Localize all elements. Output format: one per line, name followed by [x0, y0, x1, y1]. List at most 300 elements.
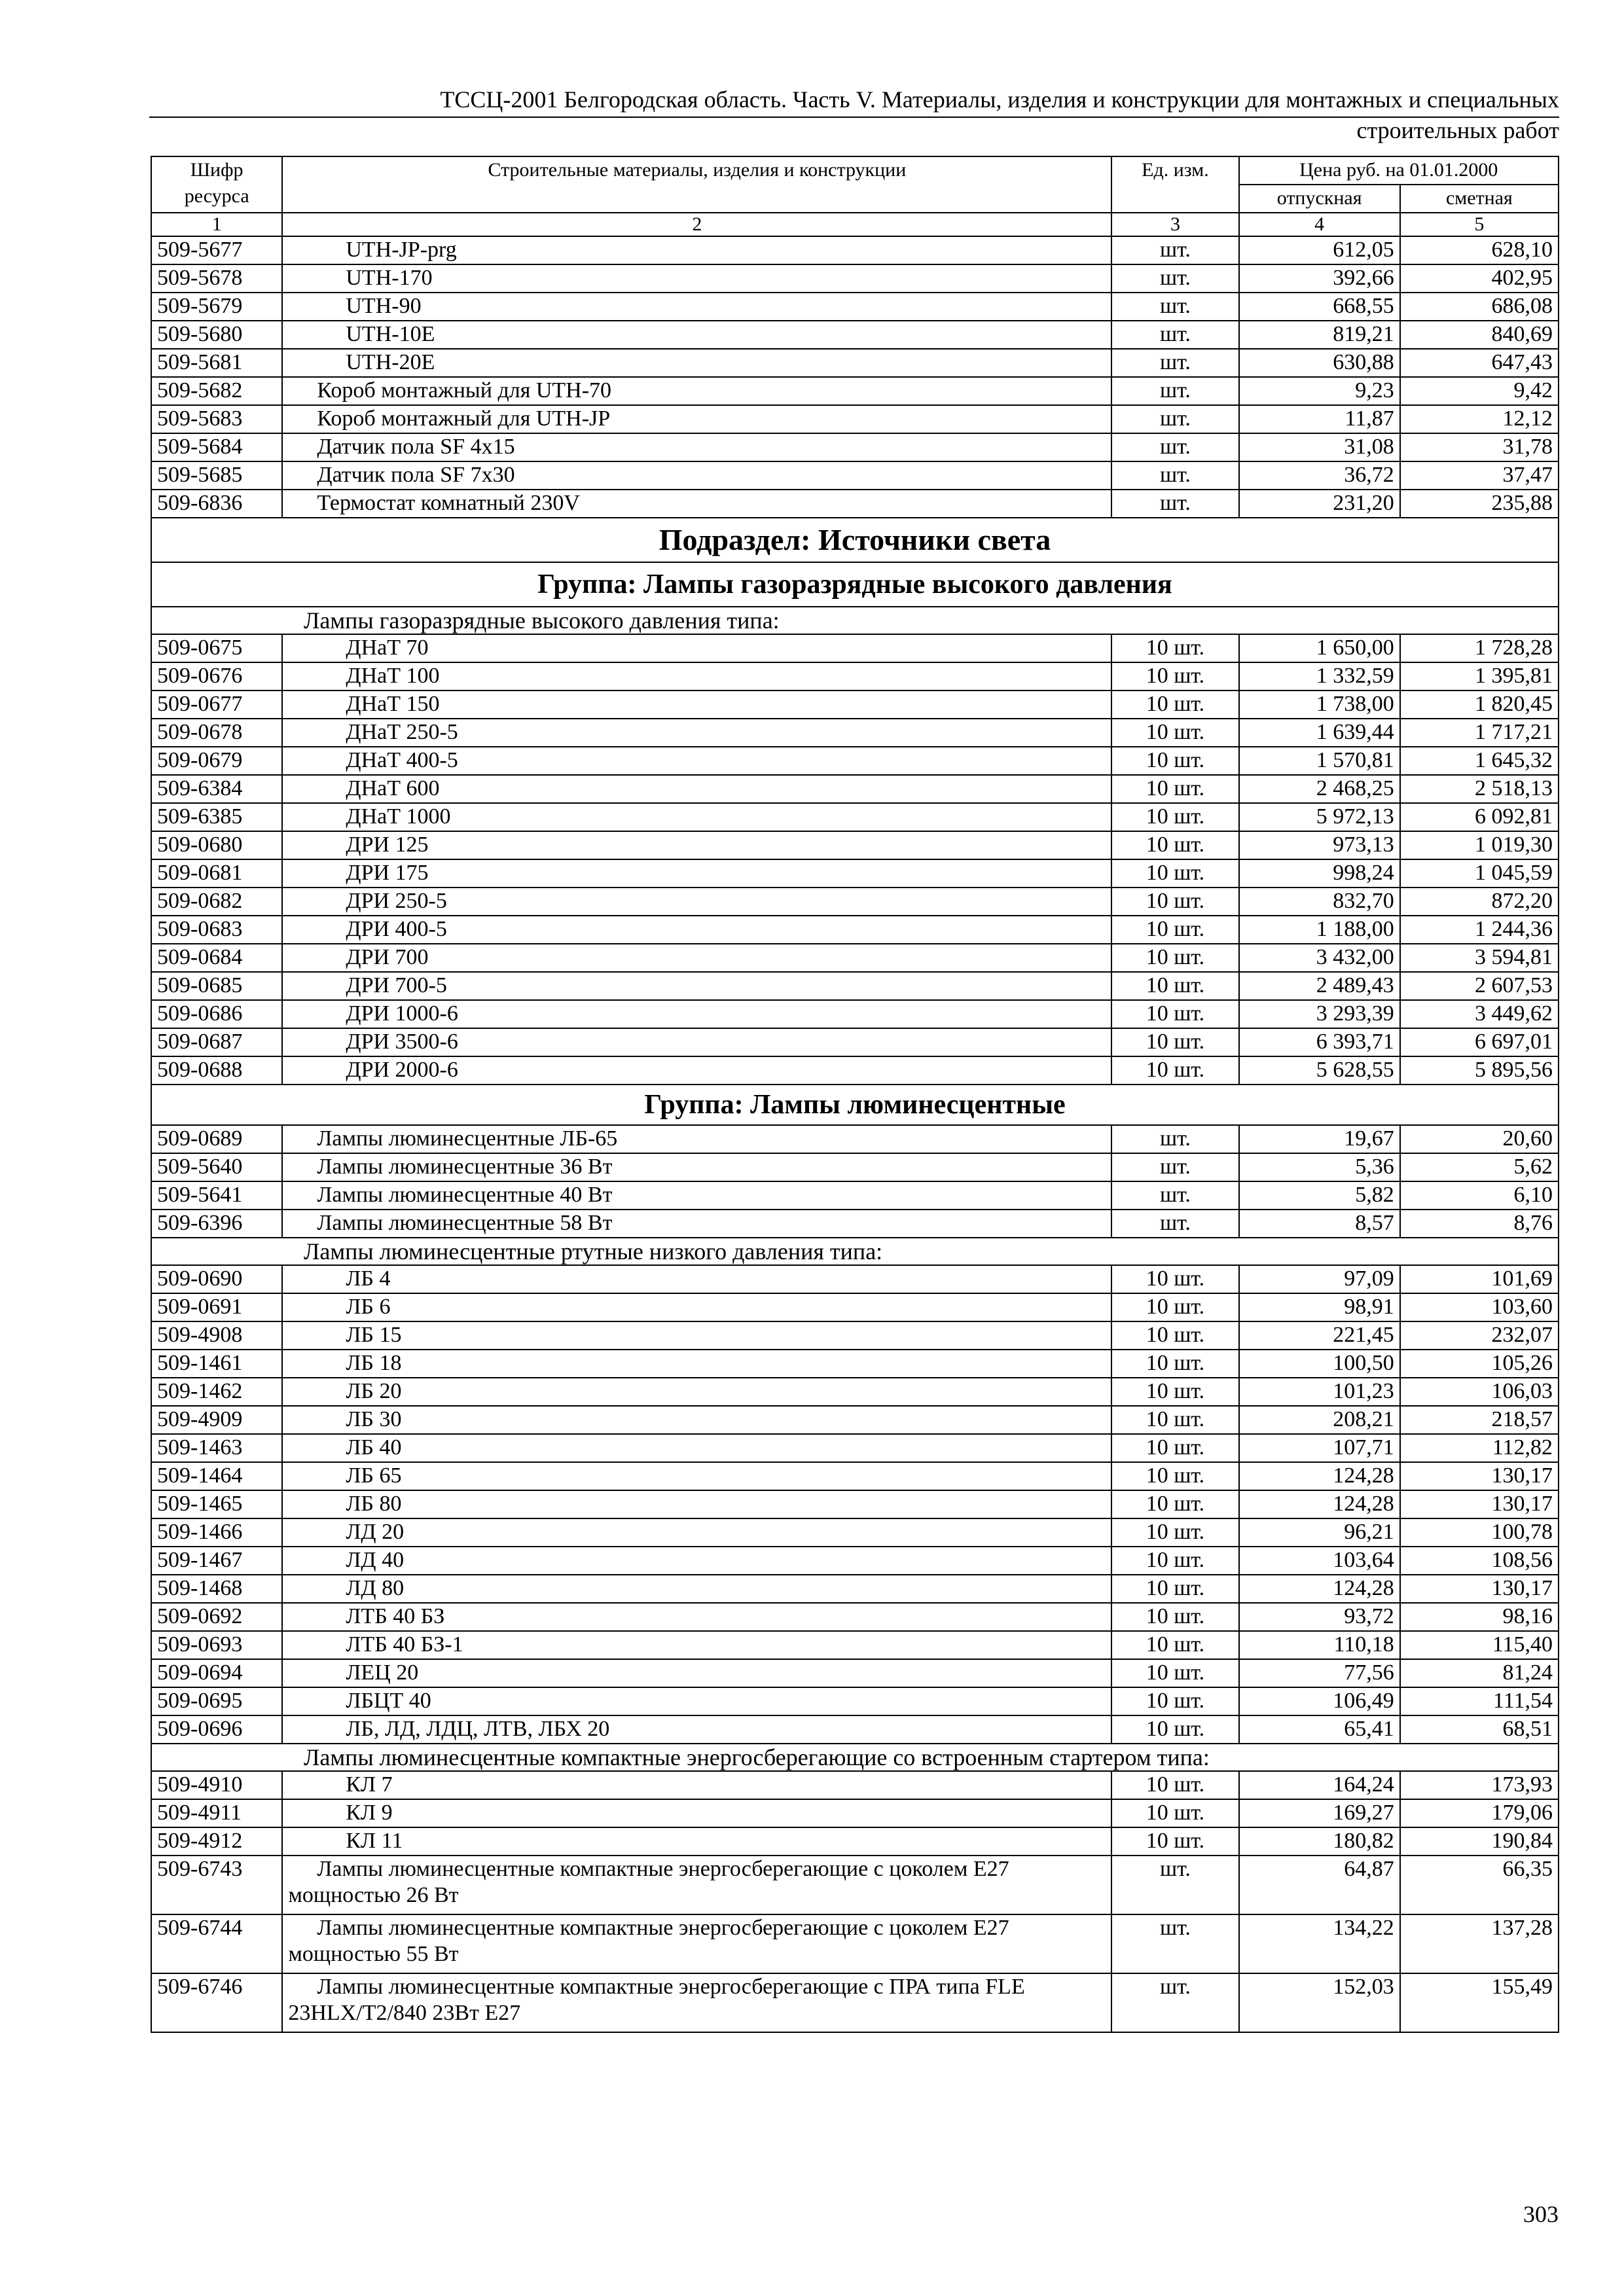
- release-price: 152,03: [1239, 1973, 1400, 2032]
- release-price: 2 468,25: [1239, 775, 1400, 803]
- table-row: [151, 972, 1559, 1000]
- release-price: 1 188,00: [1239, 916, 1400, 944]
- resource-code: 509-5680: [151, 321, 282, 349]
- release-price: 110,18: [1239, 1631, 1400, 1659]
- release-price: 6 393,71: [1239, 1028, 1400, 1056]
- material-name: Лампы люминесцентные компактные энергосберегающие с ПРА типа FLE 23HLX/T2/840 23Вт Е27: [282, 1973, 1111, 2032]
- estimate-price: 6 092,81: [1400, 803, 1559, 831]
- table-row: [151, 321, 1559, 349]
- resource-code: 509-5640: [151, 1153, 282, 1181]
- release-price: 164,24: [1239, 1771, 1400, 1799]
- group-heading: Группа: Лампы газоразрядные высокого давления: [151, 562, 1559, 607]
- material-name: ДРИ 3500-6: [282, 1028, 1111, 1056]
- estimate-price: 872,20: [1400, 888, 1559, 916]
- unit-of-measure: 10 шт.: [1111, 1293, 1238, 1321]
- price-table: [151, 156, 1559, 2033]
- estimate-price: 98,16: [1400, 1603, 1559, 1631]
- resource-code: 509-5679: [151, 293, 282, 321]
- estimate-price: 112,82: [1400, 1434, 1559, 1462]
- unit-of-measure: 10 шт.: [1111, 691, 1238, 719]
- unit-of-measure: 10 шт.: [1111, 1028, 1238, 1056]
- material-name: КЛ 11: [282, 1827, 1111, 1856]
- unit-of-measure: 10 шт.: [1111, 634, 1238, 662]
- resource-code: 509-1467: [151, 1547, 282, 1575]
- estimate-price: 1 244,36: [1400, 916, 1559, 944]
- unit-of-measure: шт.: [1111, 293, 1238, 321]
- material-name: ЛБ 65: [282, 1462, 1111, 1490]
- material-name: Датчик пола SF 7x30: [282, 461, 1111, 490]
- material-name: UTH-90: [282, 293, 1111, 321]
- resource-code: 509-6743: [151, 1856, 282, 1914]
- estimate-price: 108,56: [1400, 1547, 1559, 1575]
- unit-of-measure: шт.: [1111, 377, 1238, 405]
- material-name: КЛ 9: [282, 1799, 1111, 1827]
- table-row: [151, 916, 1559, 944]
- unit-of-measure: шт.: [1111, 264, 1238, 293]
- release-price: 103,64: [1239, 1547, 1400, 1575]
- subgroup-heading-row: [151, 607, 1559, 634]
- material-name: Лампы люминесцентные 36 Вт: [282, 1153, 1111, 1181]
- estimate-price: 130,17: [1400, 1490, 1559, 1518]
- release-price: 180,82: [1239, 1827, 1400, 1856]
- release-price: 3 432,00: [1239, 944, 1400, 972]
- material-name: ДНаТ 400-5: [282, 747, 1111, 775]
- resource-code: 509-0676: [151, 662, 282, 691]
- release-price: 668,55: [1239, 293, 1400, 321]
- table-row: [151, 433, 1559, 461]
- release-price: 630,88: [1239, 349, 1400, 377]
- release-price: 973,13: [1239, 831, 1400, 859]
- resource-code: 509-0686: [151, 1000, 282, 1028]
- table-row: [151, 405, 1559, 433]
- estimate-price: 8,76: [1400, 1210, 1559, 1238]
- unit-of-measure: 10 шт.: [1111, 1265, 1238, 1293]
- estimate-price: 130,17: [1400, 1575, 1559, 1603]
- subsection-heading-row: [151, 518, 1559, 562]
- resource-code: 509-0682: [151, 888, 282, 916]
- release-price: 64,87: [1239, 1856, 1400, 1914]
- resource-code: 509-0680: [151, 831, 282, 859]
- resource-code: 509-0692: [151, 1603, 282, 1631]
- resource-code: 509-1464: [151, 1462, 282, 1490]
- table-row: [151, 1575, 1559, 1603]
- resource-code: 509-0677: [151, 691, 282, 719]
- table-row: [151, 1856, 1559, 1914]
- estimate-price: 106,03: [1400, 1378, 1559, 1406]
- table-row: [151, 1973, 1559, 2032]
- unit-of-measure: шт.: [1111, 1856, 1238, 1914]
- material-name: ДРИ 700: [282, 944, 1111, 972]
- estimate-price: 155,49: [1400, 1973, 1559, 2032]
- material-name: ДРИ 2000-6: [282, 1056, 1111, 1085]
- resource-code: 509-5641: [151, 1181, 282, 1210]
- material-name: UTH-10E: [282, 321, 1111, 349]
- unit-of-measure: 10 шт.: [1111, 1000, 1238, 1028]
- release-price: 231,20: [1239, 490, 1400, 518]
- estimate-price: 5,62: [1400, 1153, 1559, 1181]
- table-row: [151, 1293, 1559, 1321]
- release-price: 134,22: [1239, 1914, 1400, 1973]
- unit-of-measure: шт.: [1111, 349, 1238, 377]
- material-name: ДНаТ 600: [282, 775, 1111, 803]
- estimate-price: 6,10: [1400, 1181, 1559, 1210]
- estimate-price: 111,54: [1400, 1687, 1559, 1715]
- estimate-price: 179,06: [1400, 1799, 1559, 1827]
- estimate-price: 20,60: [1400, 1125, 1559, 1153]
- unit-of-measure: 10 шт.: [1111, 1321, 1238, 1350]
- group-heading-row: [151, 562, 1559, 607]
- resource-code: 509-1461: [151, 1350, 282, 1378]
- release-price: 3 293,39: [1239, 1000, 1400, 1028]
- resource-code: 509-6385: [151, 803, 282, 831]
- unit-of-measure: шт.: [1111, 1153, 1238, 1181]
- resource-code: 509-4912: [151, 1827, 282, 1856]
- release-price: 77,56: [1239, 1659, 1400, 1687]
- resource-code: 509-6744: [151, 1914, 282, 1973]
- material-name: ДНаТ 150: [282, 691, 1111, 719]
- resource-code: 509-1463: [151, 1434, 282, 1462]
- material-name: ЛЕЦ 20: [282, 1659, 1111, 1687]
- unit-of-measure: 10 шт.: [1111, 1631, 1238, 1659]
- estimate-price: 1 728,28: [1400, 634, 1559, 662]
- material-name: Лампы люминесцентные 58 Вт: [282, 1210, 1111, 1238]
- release-price: 19,67: [1239, 1125, 1400, 1153]
- estimate-price: 101,69: [1400, 1265, 1559, 1293]
- table-body: [151, 236, 1559, 2032]
- unit-of-measure: шт.: [1111, 405, 1238, 433]
- estimate-price: 115,40: [1400, 1631, 1559, 1659]
- material-name: ЛБ 80: [282, 1490, 1111, 1518]
- resource-code: 509-4910: [151, 1771, 282, 1799]
- release-price: 97,09: [1239, 1265, 1400, 1293]
- release-price: 1 650,00: [1239, 634, 1400, 662]
- table-row: [151, 236, 1559, 264]
- material-name: ДРИ 400-5: [282, 916, 1111, 944]
- table-row: [151, 1265, 1559, 1293]
- subgroup-heading-row: [151, 1744, 1559, 1771]
- group-heading-row: [151, 1085, 1559, 1125]
- table-row: [151, 1715, 1559, 1744]
- table-row: [151, 634, 1559, 662]
- estimate-price: 840,69: [1400, 321, 1559, 349]
- release-price: 392,66: [1239, 264, 1400, 293]
- estimate-price: 628,10: [1400, 236, 1559, 264]
- table-row: [151, 662, 1559, 691]
- table-row: [151, 1518, 1559, 1547]
- subgroup-heading: Лампы люминесцентные компактные энергосберегающие со встроенным стартером типа:: [151, 1744, 1559, 1771]
- table-row: [151, 264, 1559, 293]
- unit-of-measure: 10 шт.: [1111, 1575, 1238, 1603]
- table-row: [151, 1631, 1559, 1659]
- material-name: ДРИ 175: [282, 859, 1111, 888]
- unit-of-measure: 10 шт.: [1111, 1603, 1238, 1631]
- resource-code: 509-4908: [151, 1321, 282, 1350]
- unit-of-measure: 10 шт.: [1111, 1799, 1238, 1827]
- header-price-release: отпускная: [1239, 185, 1400, 213]
- unit-of-measure: шт.: [1111, 461, 1238, 490]
- table-row: [151, 1771, 1559, 1799]
- resource-code: 509-0678: [151, 719, 282, 747]
- estimate-price: 2 518,13: [1400, 775, 1559, 803]
- estimate-price: 3 594,81: [1400, 944, 1559, 972]
- material-name: Лампы люминесцентные компактные энергосберегающие с цоколем Е27 мощностью 26 Вт: [282, 1856, 1111, 1914]
- unit-of-measure: 10 шт.: [1111, 888, 1238, 916]
- material-name: ЛТБ 40 БЗ: [282, 1603, 1111, 1631]
- table-row: [151, 747, 1559, 775]
- resource-code: 509-6396: [151, 1210, 282, 1238]
- material-name: ДНаТ 1000: [282, 803, 1111, 831]
- resource-code: 509-6384: [151, 775, 282, 803]
- release-price: 5,36: [1239, 1153, 1400, 1181]
- unit-of-measure: 10 шт.: [1111, 719, 1238, 747]
- material-name: UTH-JP-prg: [282, 236, 1111, 264]
- resource-code: 509-1462: [151, 1378, 282, 1406]
- material-name: ДНаТ 70: [282, 634, 1111, 662]
- table-row: [151, 1350, 1559, 1378]
- table-row: [151, 1056, 1559, 1085]
- estimate-price: 686,08: [1400, 293, 1559, 321]
- estimate-price: 81,24: [1400, 1659, 1559, 1687]
- release-price: 11,87: [1239, 405, 1400, 433]
- resource-code: 509-0679: [151, 747, 282, 775]
- release-price: 107,71: [1239, 1434, 1400, 1462]
- table-row: [151, 831, 1559, 859]
- subgroup-heading-row: [151, 1238, 1559, 1265]
- resource-code: 509-1465: [151, 1490, 282, 1518]
- unit-of-measure: 10 шт.: [1111, 831, 1238, 859]
- unit-of-measure: 10 шт.: [1111, 1771, 1238, 1799]
- material-name: Термостат комнатный 230V: [282, 490, 1111, 518]
- release-price: 998,24: [1239, 859, 1400, 888]
- table-row: [151, 1687, 1559, 1715]
- unit-of-measure: шт.: [1111, 236, 1238, 264]
- unit-of-measure: шт.: [1111, 1973, 1238, 2032]
- header-name: Строительные материалы, изделия и конструкции: [282, 156, 1111, 213]
- unit-of-measure: 10 шт.: [1111, 972, 1238, 1000]
- estimate-price: 68,51: [1400, 1715, 1559, 1744]
- table-row: [151, 1321, 1559, 1350]
- subsection-heading: Подраздел: Источники света: [151, 518, 1559, 562]
- unit-of-measure: 10 шт.: [1111, 1547, 1238, 1575]
- resource-code: 509-6746: [151, 1973, 282, 2032]
- unit-of-measure: 10 шт.: [1111, 859, 1238, 888]
- resource-code: 509-5677: [151, 236, 282, 264]
- resource-code: 509-1468: [151, 1575, 282, 1603]
- material-name: Короб монтажный для UTH-70: [282, 377, 1111, 405]
- material-name: ЛТБ 40 БЗ-1: [282, 1631, 1111, 1659]
- release-price: 1 738,00: [1239, 691, 1400, 719]
- unit-of-measure: 10 шт.: [1111, 1434, 1238, 1462]
- estimate-price: 31,78: [1400, 433, 1559, 461]
- estimate-price: 1 645,32: [1400, 747, 1559, 775]
- column-number: 2: [282, 213, 1111, 236]
- table-row: [151, 1659, 1559, 1687]
- resource-code: 509-0688: [151, 1056, 282, 1085]
- estimate-price: 647,43: [1400, 349, 1559, 377]
- estimate-price: 1 717,21: [1400, 719, 1559, 747]
- unit-of-measure: шт.: [1111, 490, 1238, 518]
- release-price: 5 972,13: [1239, 803, 1400, 831]
- unit-of-measure: 10 шт.: [1111, 803, 1238, 831]
- release-price: 1 570,81: [1239, 747, 1400, 775]
- resource-code: 509-4909: [151, 1406, 282, 1434]
- material-name: ДРИ 1000-6: [282, 1000, 1111, 1028]
- estimate-price: 100,78: [1400, 1518, 1559, 1547]
- material-name: Лампы люминесцентные 40 Вт: [282, 1181, 1111, 1210]
- header-price: Цена руб. на 01.01.2000: [1239, 156, 1559, 185]
- column-number: 5: [1400, 213, 1559, 236]
- table-row: [151, 1434, 1559, 1462]
- release-price: 124,28: [1239, 1462, 1400, 1490]
- estimate-price: 137,28: [1400, 1914, 1559, 1973]
- estimate-price: 37,47: [1400, 461, 1559, 490]
- estimate-price: 1 395,81: [1400, 662, 1559, 691]
- unit-of-measure: шт.: [1111, 433, 1238, 461]
- page-header: [149, 84, 1559, 143]
- unit-of-measure: 10 шт.: [1111, 1350, 1238, 1378]
- estimate-price: 173,93: [1400, 1771, 1559, 1799]
- table-row: [151, 293, 1559, 321]
- estimate-price: 232,07: [1400, 1321, 1559, 1350]
- release-price: 100,50: [1239, 1350, 1400, 1378]
- release-price: 819,21: [1239, 321, 1400, 349]
- table-row: [151, 803, 1559, 831]
- resource-code: 509-0696: [151, 1715, 282, 1744]
- estimate-price: 2 607,53: [1400, 972, 1559, 1000]
- resource-code: 509-1466: [151, 1518, 282, 1547]
- material-name: ЛБ 20: [282, 1378, 1111, 1406]
- material-name: UTH-20E: [282, 349, 1111, 377]
- release-price: 101,23: [1239, 1378, 1400, 1406]
- unit-of-measure: шт.: [1111, 1181, 1238, 1210]
- estimate-price: 1 019,30: [1400, 831, 1559, 859]
- column-number: 4: [1239, 213, 1400, 236]
- table-row: [151, 1210, 1559, 1238]
- material-name: ДРИ 125: [282, 831, 1111, 859]
- material-name: ЛБЦТ 40: [282, 1687, 1111, 1715]
- resource-code: 509-0690: [151, 1265, 282, 1293]
- table-row: [151, 691, 1559, 719]
- unit-of-measure: шт.: [1111, 1914, 1238, 1973]
- table-row: [151, 1181, 1559, 1210]
- release-price: 65,41: [1239, 1715, 1400, 1744]
- table-row: [151, 349, 1559, 377]
- release-price: 221,45: [1239, 1321, 1400, 1350]
- unit-of-measure: шт.: [1111, 321, 1238, 349]
- unit-of-measure: шт.: [1111, 1125, 1238, 1153]
- resource-code: 509-0684: [151, 944, 282, 972]
- release-price: 124,28: [1239, 1490, 1400, 1518]
- release-price: 98,91: [1239, 1293, 1400, 1321]
- table-row: [151, 1153, 1559, 1181]
- resource-code: 509-0687: [151, 1028, 282, 1056]
- estimate-price: 6 697,01: [1400, 1028, 1559, 1056]
- material-name: ЛБ 18: [282, 1350, 1111, 1378]
- release-price: 106,49: [1239, 1687, 1400, 1715]
- material-name: ЛД 20: [282, 1518, 1111, 1547]
- material-name: ДРИ 700-5: [282, 972, 1111, 1000]
- resource-code: 509-0689: [151, 1125, 282, 1153]
- table-row: [151, 1125, 1559, 1153]
- estimate-price: 1 045,59: [1400, 859, 1559, 888]
- unit-of-measure: 10 шт.: [1111, 944, 1238, 972]
- resource-code: 509-5681: [151, 349, 282, 377]
- header-code: Шифр ресурса: [151, 156, 282, 213]
- table-row: [151, 1547, 1559, 1575]
- resource-code: 509-0685: [151, 972, 282, 1000]
- subgroup-heading: Лампы газоразрядные высокого давления типа:: [151, 607, 1559, 634]
- release-price: 2 489,43: [1239, 972, 1400, 1000]
- group-heading: Группа: Лампы люминесцентные: [151, 1085, 1559, 1125]
- estimate-price: 235,88: [1400, 490, 1559, 518]
- table-row: [151, 1028, 1559, 1056]
- material-name: ДНаТ 250-5: [282, 719, 1111, 747]
- estimate-price: 105,26: [1400, 1350, 1559, 1378]
- estimate-price: 130,17: [1400, 1462, 1559, 1490]
- table-row: [151, 1406, 1559, 1434]
- release-price: 832,70: [1239, 888, 1400, 916]
- unit-of-measure: 10 шт.: [1111, 1056, 1238, 1085]
- table-row: [151, 1914, 1559, 1973]
- table-row: [151, 1603, 1559, 1631]
- header-unit: Ед. изм.: [1111, 156, 1238, 213]
- material-name: КЛ 7: [282, 1771, 1111, 1799]
- table-row: [151, 1799, 1559, 1827]
- table-row: [151, 1000, 1559, 1028]
- header-subtitle: строительных работ: [1356, 117, 1559, 143]
- table-row: [151, 1462, 1559, 1490]
- release-price: 1 332,59: [1239, 662, 1400, 691]
- resource-code: 509-0683: [151, 916, 282, 944]
- resource-code: 509-5685: [151, 461, 282, 490]
- unit-of-measure: 10 шт.: [1111, 916, 1238, 944]
- material-name: Лампы люминесцентные ЛБ-65: [282, 1125, 1111, 1153]
- resource-code: 509-4911: [151, 1799, 282, 1827]
- material-name: Датчик пола SF 4x15: [282, 433, 1111, 461]
- table-row: [151, 1490, 1559, 1518]
- release-price: 208,21: [1239, 1406, 1400, 1434]
- estimate-price: 12,12: [1400, 405, 1559, 433]
- unit-of-measure: 10 шт.: [1111, 1687, 1238, 1715]
- release-price: 124,28: [1239, 1575, 1400, 1603]
- material-name: ДНаТ 100: [282, 662, 1111, 691]
- unit-of-measure: 10 шт.: [1111, 775, 1238, 803]
- column-number: 3: [1111, 213, 1238, 236]
- material-name: ЛБ 30: [282, 1406, 1111, 1434]
- header-price-estimate: сметная: [1400, 185, 1559, 213]
- estimate-price: 190,84: [1400, 1827, 1559, 1856]
- material-name: UTH-170: [282, 264, 1111, 293]
- unit-of-measure: 10 шт.: [1111, 1715, 1238, 1744]
- estimate-price: 9,42: [1400, 377, 1559, 405]
- unit-of-measure: 10 шт.: [1111, 1378, 1238, 1406]
- column-numbers-row: [151, 213, 1559, 236]
- table-row: [151, 888, 1559, 916]
- unit-of-measure: шт.: [1111, 1210, 1238, 1238]
- page-number: 303: [1523, 2201, 1559, 2227]
- material-name: ЛД 40: [282, 1547, 1111, 1575]
- resource-code: 509-0695: [151, 1687, 282, 1715]
- unit-of-measure: 10 шт.: [1111, 662, 1238, 691]
- table-row: [151, 719, 1559, 747]
- table-row: [151, 859, 1559, 888]
- unit-of-measure: 10 шт.: [1111, 1827, 1238, 1856]
- estimate-price: 1 820,45: [1400, 691, 1559, 719]
- table-row: [151, 775, 1559, 803]
- estimate-price: 402,95: [1400, 264, 1559, 293]
- release-price: 1 639,44: [1239, 719, 1400, 747]
- table-row: [151, 944, 1559, 972]
